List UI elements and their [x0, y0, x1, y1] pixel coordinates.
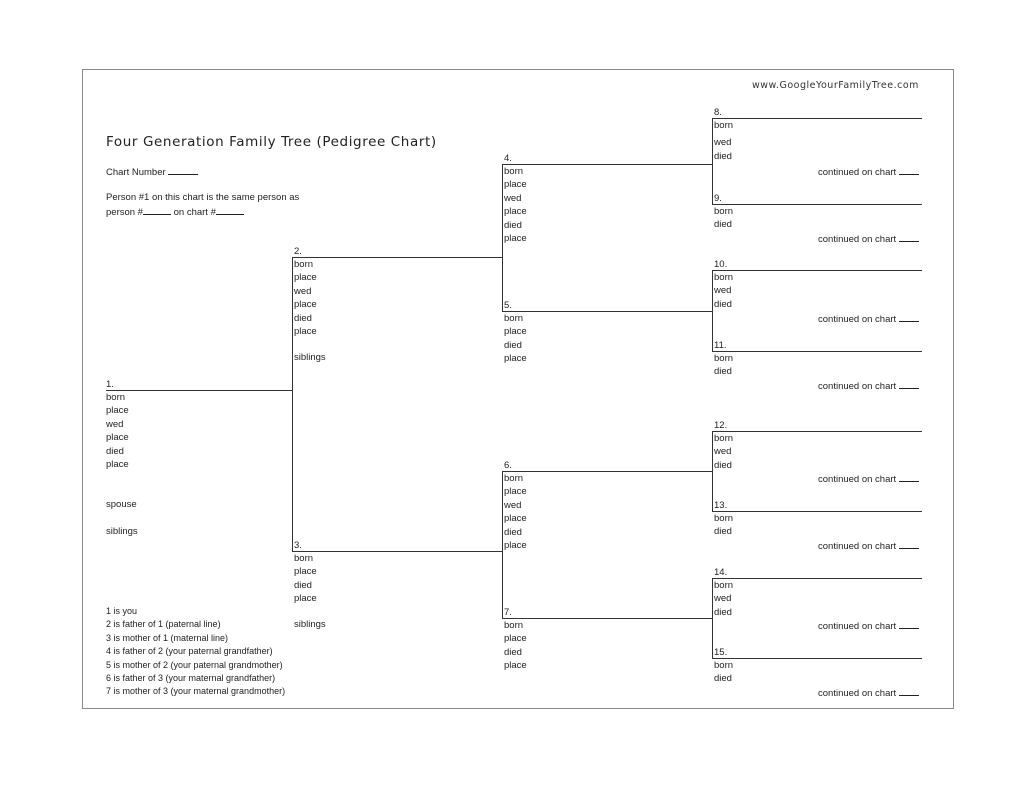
- person-13-number: 13.: [714, 500, 728, 511]
- person-5-number: 5.: [504, 300, 512, 311]
- continued-chart-field[interactable]: [899, 472, 919, 482]
- person-10-line: [712, 270, 922, 271]
- person-6-fields: born place wed place died place: [504, 473, 527, 551]
- page-title: Four Generation Family Tree (Pedigree Chart): [106, 134, 437, 150]
- person-4-fields: born place wed place died place: [504, 166, 527, 244]
- chart-number: [106, 165, 198, 178]
- legend-item: 5 is mother of 2 (your paternal grandmother): [106, 659, 283, 670]
- chart-ref-field[interactable]: [216, 205, 244, 215]
- person-1-siblings: siblings: [106, 526, 138, 537]
- person-15-number: 15.: [714, 647, 728, 658]
- chart-number-label: Chart Number: [106, 167, 166, 178]
- person-2-siblings: siblings: [294, 352, 326, 363]
- same-person-line1: Person #1 on this chart is the same person as: [106, 192, 300, 203]
- person-13-fields: born died: [714, 513, 734, 538]
- person-14-number: 14.: [714, 567, 728, 578]
- person-12-fields: born wed died: [714, 433, 734, 471]
- legend-item: 2 is father of 1 (paternal line): [106, 619, 221, 630]
- bracket-6-7: [502, 471, 503, 618]
- person-8-fields: born wed died: [714, 120, 734, 162]
- person-10-fields: born wed died: [714, 272, 734, 310]
- person-15-line: [712, 658, 922, 659]
- person-11-number: 11.: [714, 340, 727, 351]
- continued-chart-field[interactable]: [899, 232, 919, 242]
- person-2-fields: born place wed place died place: [294, 259, 317, 337]
- person-10-number: 10.: [714, 259, 728, 270]
- continued-chart-field[interactable]: [899, 165, 919, 175]
- legend-item: 4 is father of 2 (your paternal grandfather): [106, 646, 273, 657]
- legend-item: 1 is you: [106, 606, 138, 616]
- person-6-number: 6.: [504, 460, 512, 471]
- person-3-line: [292, 551, 502, 552]
- person-1-spouse: spouse: [106, 499, 137, 510]
- person-12-line: [712, 431, 922, 432]
- continued-chart-field[interactable]: [899, 312, 919, 322]
- bracket-8-9: [712, 118, 713, 204]
- person-7-line: [502, 618, 712, 619]
- person-9-line: [712, 204, 922, 205]
- bracket-10-11: [712, 270, 713, 351]
- person-4-number: 4.: [504, 153, 512, 164]
- website-url: www.GoogleYourFamilyTree.com: [752, 80, 919, 91]
- person-15-fields: born died: [714, 660, 734, 685]
- person-14-continued: continued on chart: [818, 619, 919, 632]
- person-14-fields: born wed died: [714, 580, 734, 618]
- person-9-continued: continued on chart: [818, 232, 919, 245]
- continued-chart-field[interactable]: [899, 379, 919, 389]
- person-11-line: [712, 351, 922, 352]
- person-5-line: [502, 311, 712, 312]
- continued-chart-field[interactable]: [899, 619, 919, 629]
- person-13-continued: continued on chart: [818, 539, 919, 552]
- bracket-14-15: [712, 578, 713, 658]
- continued-chart-field[interactable]: [899, 686, 919, 696]
- legend-item: 6 is father of 3 (your maternal grandfather): [106, 673, 276, 684]
- continued-chart-field[interactable]: [899, 539, 919, 549]
- person-4-line: [502, 164, 712, 165]
- person-7-fields: born place died place: [504, 620, 527, 672]
- person-5-fields: born place died place: [504, 313, 527, 365]
- legend-item: 7 is mother of 3 (your maternal grandmother): [106, 686, 286, 697]
- same-person-line2: person # on chart #: [106, 205, 244, 218]
- person-7-number: 7.: [504, 607, 512, 618]
- person-1-fields: born place wed place died place: [106, 392, 129, 470]
- person-2-number: 2.: [294, 246, 302, 257]
- person-14-line: [712, 578, 922, 579]
- person-12-number: 12.: [714, 420, 728, 431]
- person-3-number: 3.: [294, 540, 302, 551]
- person-15-continued: continued on chart: [818, 686, 919, 699]
- person-3-fields: born place died place: [294, 553, 317, 605]
- person-2-line: [292, 257, 502, 258]
- person-1-line: [106, 390, 292, 391]
- legend-item: 3 is mother of 1 (maternal line): [106, 632, 229, 643]
- person-13-line: [712, 511, 922, 512]
- person-11-fields: born died: [714, 353, 734, 378]
- person-1-number: 1.: [106, 379, 114, 390]
- person-6-line: [502, 471, 712, 472]
- person-9-number: 9.: [714, 193, 722, 204]
- chart-number-field[interactable]: [168, 165, 198, 175]
- person-11-continued: continued on chart: [818, 379, 919, 392]
- bracket-gen2: [292, 257, 293, 551]
- person-number-field[interactable]: [143, 205, 171, 215]
- bracket-4-5: [502, 164, 503, 311]
- person-12-continued: continued on chart: [818, 472, 919, 485]
- person-10-continued: continued on chart: [818, 312, 919, 325]
- person-8-line: [712, 118, 922, 119]
- bracket-12-13: [712, 431, 713, 511]
- person-8-continued: continued on chart: [818, 165, 919, 178]
- legend: [106, 605, 285, 699]
- person-9-fields: born died: [714, 206, 734, 231]
- person-3-siblings: siblings: [294, 619, 326, 630]
- person-8-number: 8.: [714, 107, 722, 118]
